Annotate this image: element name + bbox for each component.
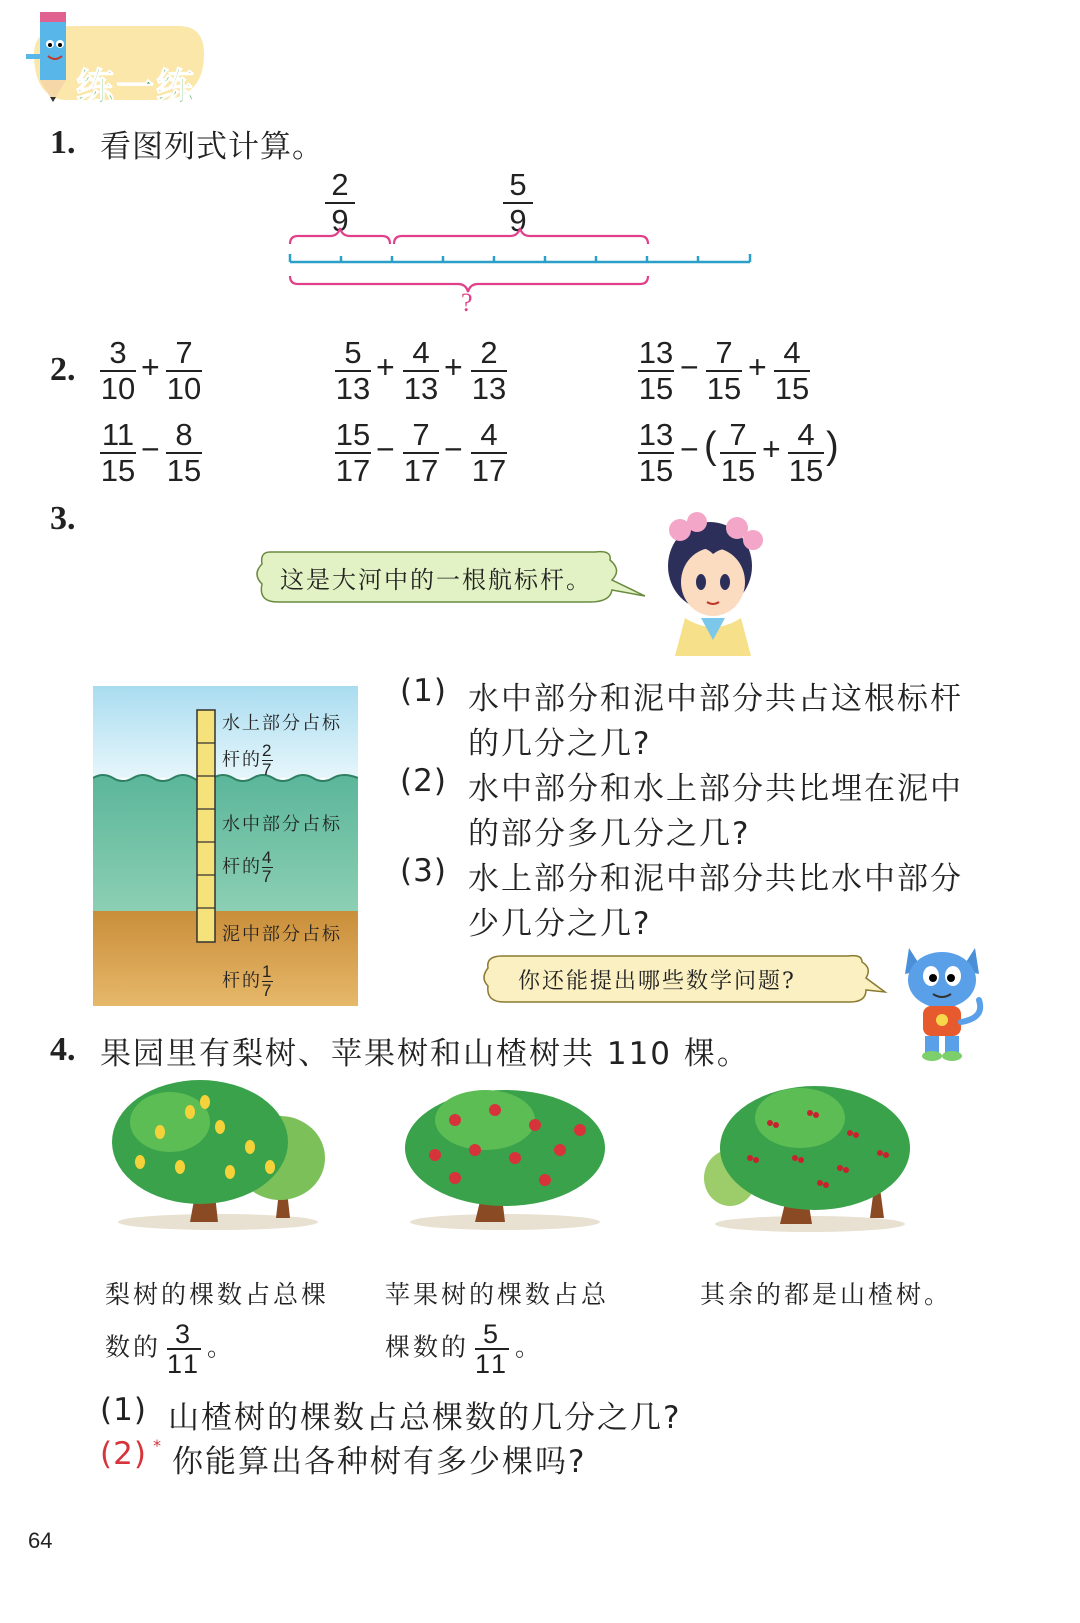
pear-caption — [105, 1278, 329, 1378]
apple-fraction — [475, 1320, 509, 1378]
denominator: 15 — [166, 453, 202, 488]
pear-tree-illustration — [100, 1072, 335, 1232]
label-line: 水中部分占标 — [222, 814, 342, 835]
cat-speech-text: 你还能提出哪些数学问题? — [518, 969, 796, 994]
page-number: 64 — [28, 1528, 53, 1553]
label-line: 泥中部分占标 — [222, 924, 342, 945]
label-line: 杆的 — [222, 970, 262, 992]
q4-sub2-number: (2) — [100, 1436, 147, 1472]
q2-e4-frac1 — [100, 418, 136, 488]
section-header — [14, 4, 204, 109]
q2-e5-frac2 — [403, 418, 439, 488]
girl-speech-text: 这是大河中的一根航标杆。 — [280, 566, 592, 594]
q4-number: 4. — [50, 1031, 76, 1068]
denominator: 15 — [774, 371, 810, 406]
numerator: 2 — [331, 167, 349, 202]
q2-e5-op1: − — [376, 431, 395, 467]
label-line: 杆的 — [222, 856, 262, 878]
page-title: 练一练 — [76, 65, 197, 109]
pole-top-fraction — [262, 742, 273, 779]
q2-e6-op2: + — [762, 431, 781, 467]
hawthorn-tree-illustration — [700, 1078, 920, 1233]
q2-e3-frac3 — [774, 336, 810, 406]
q2-e2-frac1 — [335, 336, 371, 406]
label-line: 水上部分占标 — [222, 713, 342, 734]
denominator: 10 — [166, 371, 202, 406]
q2-e6-lparen: ( — [704, 425, 717, 467]
numerator: 5 — [483, 1319, 502, 1349]
numerator: 8 — [175, 417, 193, 452]
caption-end: 。 — [515, 1332, 544, 1362]
q2-e1-frac1 — [100, 336, 136, 406]
caption-line: 苹果树的棵数占总 — [385, 1280, 610, 1309]
q4-sub1-text: 山楂树的棵数占总棵数的几分之几? — [168, 1400, 682, 1436]
pencil-mascot-icon — [20, 4, 80, 104]
q3-sub2-line2: 的部分多几分之几? — [468, 816, 751, 852]
q2-e5-frac1 — [335, 418, 371, 488]
segment-diagram — [280, 226, 760, 306]
q3-sub1-line1: 水中部分和泥中部分共占这根标杆 — [468, 681, 963, 717]
numerator: 7 — [175, 335, 193, 370]
numerator: 7 — [715, 335, 733, 370]
q2-e5-frac3 — [471, 418, 507, 488]
q2-e6-rparen: ) — [826, 425, 839, 467]
denominator: 15 — [720, 453, 756, 488]
denominator: 13 — [403, 371, 439, 406]
numerator: 3 — [109, 335, 127, 370]
denominator: 15 — [788, 453, 824, 488]
pear-fraction — [167, 1320, 201, 1378]
denominator: 9 — [509, 203, 527, 238]
girl-illustration — [655, 506, 765, 656]
numerator: 7 — [729, 417, 747, 452]
denominator: 11 — [475, 1349, 510, 1379]
caption-line: 棵数的 — [385, 1332, 470, 1362]
denominator: 15 — [638, 371, 674, 406]
q2-number: 2. — [50, 351, 76, 388]
q3-sub2-line1: 水中部分和水上部分共比埋在泥中 — [468, 771, 963, 807]
q3-sub3-number: (3) — [400, 853, 447, 889]
denominator: 7 — [262, 981, 274, 1000]
apple-tree-illustration — [395, 1080, 615, 1230]
q1-number: 1. — [50, 124, 76, 161]
q4-sub1-number: (1) — [100, 1392, 147, 1428]
q3-sub1-number: (1) — [400, 673, 447, 709]
q2-e1-frac2 — [166, 336, 202, 406]
label-line: 杆的 — [222, 749, 262, 771]
numerator: 11 — [101, 417, 135, 452]
q2-e4-frac2 — [166, 418, 202, 488]
q3-number: 3. — [50, 500, 76, 537]
pole-bot-label — [222, 923, 342, 1000]
q2-e6-op1: − — [680, 431, 699, 467]
q2-e5-op2: − — [444, 431, 463, 467]
denominator: 7 — [262, 867, 274, 886]
denominator: 17 — [403, 453, 439, 488]
q2-e3-op2: + — [748, 349, 767, 385]
numerator: 2 — [480, 335, 498, 370]
q2-e1-op1: + — [141, 349, 160, 385]
q1-unknown: ? — [461, 288, 473, 317]
pole-mid-fraction — [262, 849, 273, 886]
q4-sub2-star: * — [153, 1436, 161, 1455]
numerator: 2 — [262, 741, 274, 760]
numerator: 1 — [262, 962, 274, 981]
numerator: 5 — [509, 167, 527, 202]
pole-bot-fraction — [262, 963, 273, 1000]
caption-end: 。 — [207, 1332, 236, 1362]
denominator: 15 — [638, 453, 674, 488]
cat-mascot-illustration — [895, 940, 990, 1065]
pole-mid-label — [222, 813, 342, 886]
numerator: 13 — [638, 335, 674, 370]
q2-e6-frac2 — [720, 418, 756, 488]
numerator: 7 — [412, 417, 430, 452]
caption-line: 梨树的棵数占总棵 — [105, 1280, 330, 1309]
numerator: 15 — [335, 417, 371, 452]
q2-e3-op1: − — [680, 349, 699, 385]
numerator: 4 — [412, 335, 430, 370]
numerator: 4 — [480, 417, 498, 452]
q2-e4-op1: − — [141, 431, 160, 467]
q3-sub2-number: (2) — [400, 763, 447, 799]
denominator: 7 — [262, 760, 274, 779]
numerator: 3 — [175, 1319, 194, 1349]
q3-sub1-line2: 的几分之几? — [468, 726, 652, 762]
pole-top-label — [222, 712, 342, 779]
denominator: 15 — [706, 371, 742, 406]
numerator: 5 — [344, 335, 362, 370]
q2-e3-frac2 — [706, 336, 742, 406]
q2-e6-frac1 — [638, 418, 674, 488]
denominator: 9 — [331, 203, 349, 238]
q2-e6-frac3 — [788, 418, 824, 488]
denominator: 11 — [167, 1349, 202, 1379]
q4-sub2-text: 你能算出各种树有多少棵吗? — [172, 1444, 587, 1480]
q3-sub3-line2: 少几分之几? — [468, 906, 652, 942]
denominator: 15 — [100, 453, 136, 488]
denominator: 17 — [335, 453, 371, 488]
q4-text: 果园里有梨树、苹果树和山楂树共 110 棵。 — [100, 1036, 750, 1072]
apple-caption — [385, 1278, 609, 1378]
numerator: 4 — [797, 417, 815, 452]
q2-e2-frac2 — [403, 336, 439, 406]
numerator: 13 — [638, 417, 674, 452]
q2-e2-frac3 — [471, 336, 507, 406]
denominator: 10 — [100, 371, 136, 406]
caption-line: 数的 — [105, 1332, 162, 1362]
denominator: 17 — [471, 453, 507, 488]
numerator: 4 — [262, 848, 274, 867]
denominator: 13 — [471, 371, 507, 406]
numerator: 4 — [783, 335, 801, 370]
denominator: 13 — [335, 371, 371, 406]
q2-e2-op2: + — [444, 349, 463, 385]
hawthorn-caption: 其余的都是山楂树。 — [700, 1280, 953, 1309]
q2-e2-op1: + — [376, 349, 395, 385]
q2-e3-frac1 — [638, 336, 674, 406]
q1-text: 看图列式计算。 — [100, 129, 324, 165]
q3-sub3-line1: 水上部分和泥中部分共比水中部分 — [468, 861, 963, 897]
